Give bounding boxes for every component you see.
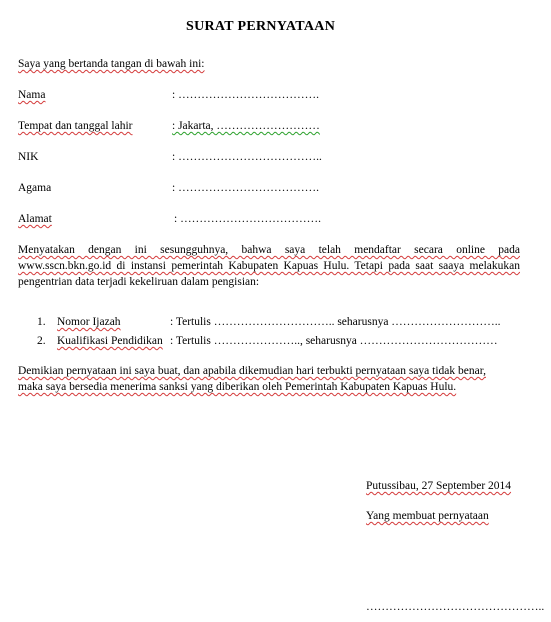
field-label-nama: Nama [18,89,46,101]
list-number-2: 2. [37,335,46,347]
field-value-nama: : ………………………………. [172,89,319,101]
place-date: Putussibau, 27 September 2014 [366,480,512,492]
statement-line-2: www.sscn.bkn.go.id di instansi pemerintah Kabupaten Kapuas Hulu. Tetapi pada saat saaya melakukan [18,260,520,272]
statement-paragraph [18,242,520,290]
field-value-nik: : ……………………………….. [172,151,322,163]
statement-line-1: Menyatakan dengan ini sesungguhnya, bahwa saya telah mendaftar secara online pada [18,244,520,256]
list-value-nomor-ijazah: : Tertulis ………………………….. seharusnya ……………………….. [170,316,501,328]
closing-paragraph [18,363,520,395]
field-label-alamat: Alamat [18,213,52,225]
list-label-kualifikasi: Kualifikasi Pendidikan [57,335,163,347]
signature-line: ……………………………………….. [366,601,545,613]
signer-label: Yang membuat pernyataan [366,510,489,522]
field-value-agama: : ………………………………. [172,182,319,194]
field-value-ttl: : Jakarta, ……………………… [172,120,320,132]
field-label-nik: NIK [18,151,39,163]
list-number-1: 1. [37,316,46,328]
field-label-agama: Agama [18,182,52,194]
intro-text: Saya yang bertanda tangan di bawah ini: [18,58,205,70]
list-label-nomor-ijazah: Nomor Ijazah [57,316,121,328]
closing-line-2: maka saya bersedia menerima sanksi yang diberikan oleh Pemerintah Kabupaten Kapuas Hulu. [18,381,457,393]
field-value-alamat: : ………………………………. [174,213,321,225]
field-label-ttl: Tempat dan tanggal lahir [18,120,133,132]
closing-line-1: Demikian pernyataan ini saya buat, dan apabila dikemudian hari terbukti pernyataan saya tidak benar, [18,365,486,377]
statement-line-3: pengentrian data terjadi kekeliruan dalam pengisian: [18,276,260,288]
list-value-kualifikasi: : Tertulis ………………….., seharusnya ……………………………… [170,335,498,347]
document-title: SURAT PERNYATAAN [186,19,336,34]
